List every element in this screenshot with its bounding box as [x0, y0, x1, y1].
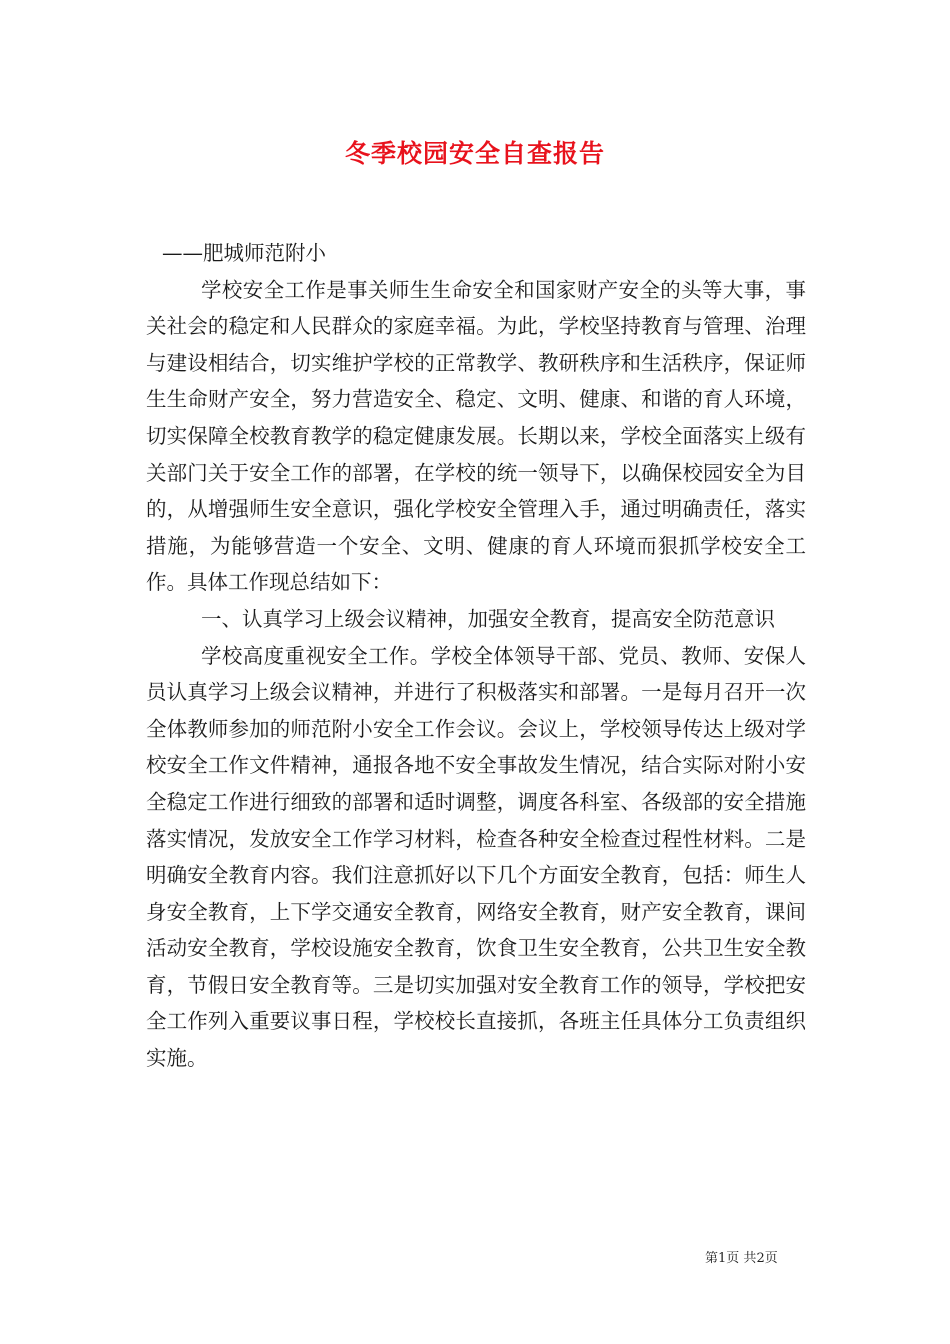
footer-middle: 页 共: [726, 1251, 757, 1266]
footer-suffix: 页: [764, 1251, 778, 1266]
document-body: [146, 235, 806, 1077]
footer-prefix: 第: [705, 1251, 719, 1266]
page-footer: [705, 1247, 815, 1266]
paragraph-section-1: 学校高度重视安全工作。学校全体领导干部、党员、教师、安保人员认真学习上级会议精神，并进行了积极落实和部署。一是每月召开一次全体教师参加的师范附小安全工作会议。会议上，学校领导传达上级对学校安全工作文件精神，通报各地不安全事故发生情况，结合实际对附小安全稳定工作进行细致的部署和适时调整，调度各科室、各级部的安全措施落实情况，发放安全工作学习材料，检查各种安全检查过程性材料。二是明确安全教育内容。我们注意抓好以下几个方面安全教育，包括：师生人身安全教育，上下学交通安全教育，网络安全教育，财产安全教育，课间活动安全教育，学校设施安全教育，饮食卫生安全教育，公共卫生安全教育，节假日安全教育等。三是切实加强对安全教育工作的领导，学校把安全工作列入重要议事日程，学校校长直接抓，各班主任具体分工负责组织实施。: [146, 643, 806, 1071]
footer-page-total: 2: [756, 1251, 765, 1266]
footer-page-number: 1: [718, 1251, 727, 1266]
paragraph-intro: 学校安全工作是事关师生生命安全和国家财产安全的头等大事，事关社会的稳定和人民群众的家庭幸福。为此，学校坚持教育与管理、治理与建设相结合，切实维护学校的正常教学、教研秩序和生活秩序，保证师生生命财产安全，努力营造安全、稳定、文明、健康、和谐的育人环境，切实保障全校教育教学的稳定健康发展。长期以来，学校全面落实上级有关部门关于安全工作的部署，在学校的统一领导下，以确保校园安全为目的，从增强师生安全意识，强化学校安全管理入手，通过明确责任，落实措施，为能够营造一个安全、文明、健康的育人环境而狠抓学校安全工作。具体工作现总结如下：: [146, 277, 806, 595]
document-title: 冬季校园安全自查报告: [344, 139, 605, 168]
document-byline: ——肥城师范附小: [162, 241, 326, 265]
section-heading-1: 一、认真学习上级会议精神，加强安全教育，提高安全防范意识: [201, 606, 775, 631]
